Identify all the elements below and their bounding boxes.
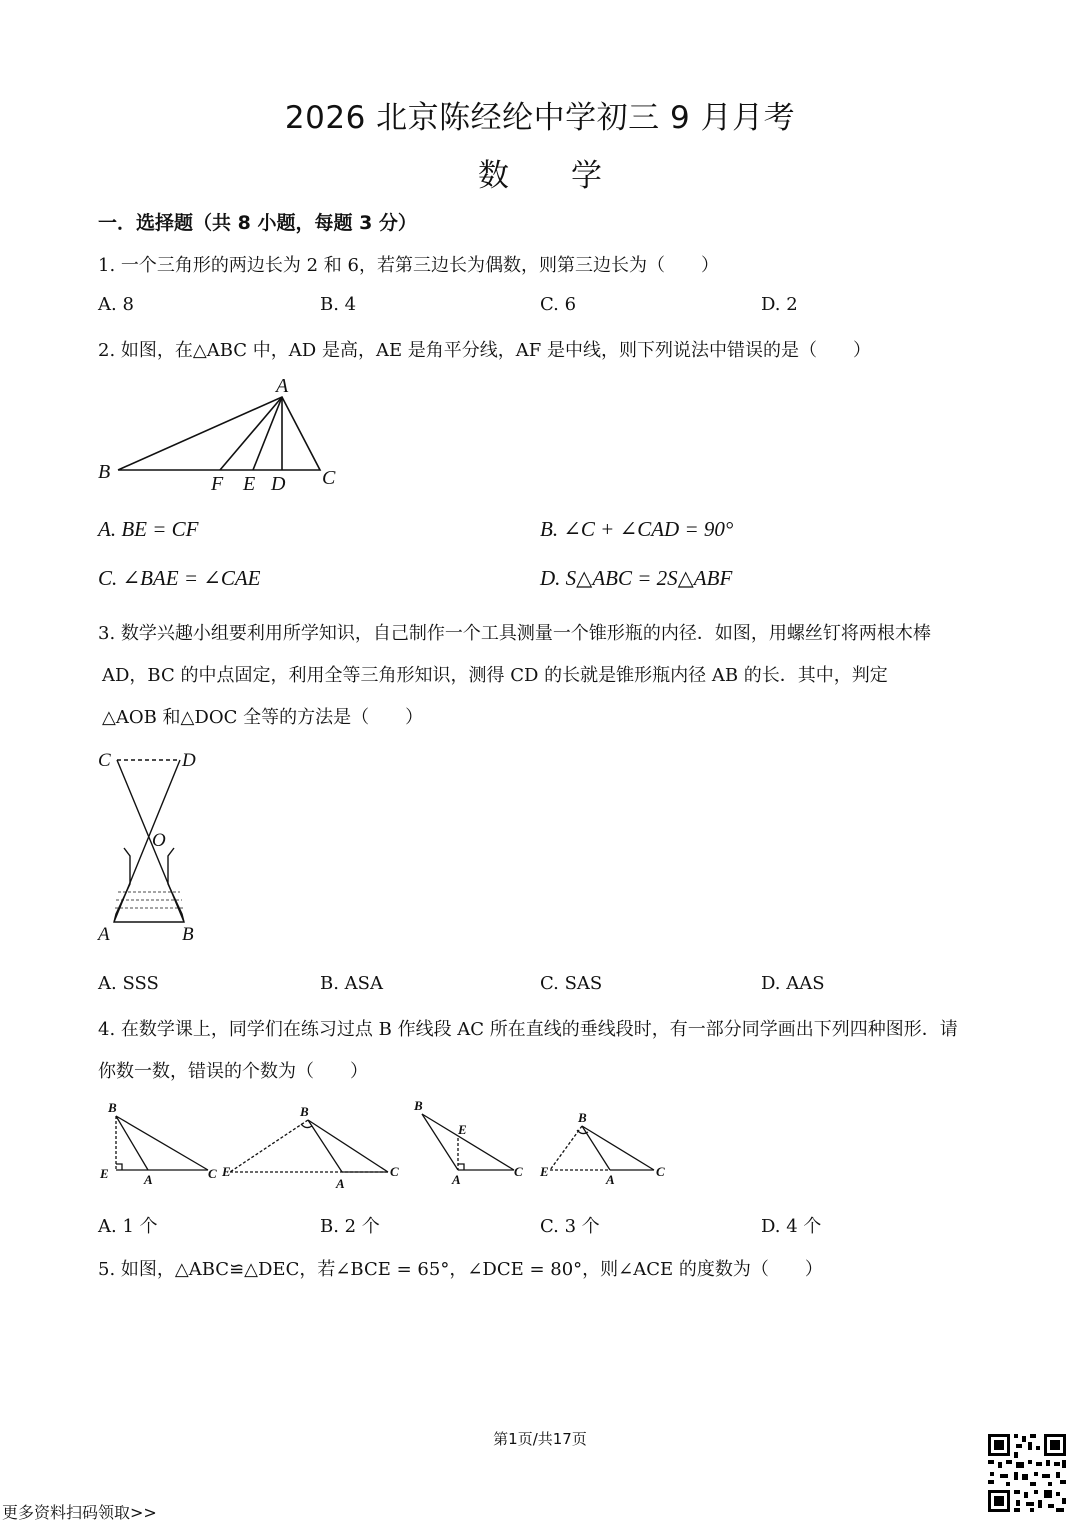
- q4-f2-label-e: E: [222, 1164, 231, 1179]
- page-number: 第1页/共17页: [493, 1430, 587, 1448]
- q4-f3-label-c: C: [514, 1164, 523, 1179]
- q4-f1-label-a: A: [144, 1172, 153, 1187]
- q4-f3-label-a: A: [452, 1172, 461, 1187]
- more-resources-link[interactable]: 更多资料扫码领取>>: [2, 1503, 157, 1522]
- q2-label-e: E: [243, 473, 256, 495]
- q2-option-d: D. S△ABC = 2S△ABF: [540, 566, 733, 590]
- q4-f1-label-c: C: [208, 1166, 217, 1181]
- q2-label-d: D: [271, 473, 286, 495]
- question-2: 2. 如图，在△ABC 中，AD 是高，AE 是角平分线，AF 是中线，则下列说法中错误的是（ ）: [98, 340, 872, 361]
- question-3-line-2: AD，BC 的中点固定，利用全等三角形知识，测得 CD 的长就是锥形瓶内径 AB 的长．其中，判定: [102, 665, 888, 686]
- q2-option-c: C. ∠BAE = ∠CAE: [98, 566, 261, 590]
- question-3-line-3: △AOB 和△DOC 全等的方法是（ ）: [102, 707, 424, 728]
- question-4-line-1: 4. 在数学课上，同学们在练习过点 B 作线段 AC 所在直线的垂线段时，有一部分同学画出下列四种图形．请: [98, 1019, 958, 1040]
- q3-label-b: B: [182, 924, 194, 945]
- q2-label-c: C: [322, 467, 336, 489]
- section-heading: 一．选择题（共 8 小题，每题 3 分）: [98, 212, 417, 234]
- q3-option-c: C. SAS: [540, 973, 603, 994]
- q3-option-d: D. AAS: [761, 973, 825, 994]
- q3-option-b: B. ASA: [320, 973, 383, 994]
- q4-f3-label-e: E: [458, 1122, 467, 1137]
- q4-option-b: B. 2 个: [320, 1216, 380, 1237]
- q4-four-figures: [96, 1096, 676, 1196]
- q3-label-a: A: [98, 924, 110, 945]
- qr-code-icon[interactable]: [986, 1432, 1068, 1514]
- q4-f3-label-b: B: [414, 1098, 423, 1113]
- q4-f2-label-a: A: [336, 1176, 345, 1191]
- page-title: 2026 北京陈经纶中学初三 9 月月考: [284, 100, 796, 136]
- q4-option-c: C. 3 个: [540, 1216, 600, 1237]
- question-3-line-1: 3. 数学兴趣小组要利用所学知识，自己制作一个工具测量一个锥形瓶的内径．如图，用螺丝钉将两根木棒: [98, 623, 931, 644]
- question-1: 1. 一个三角形的两边长为 2 和 6，若第三边长为偶数，则第三边长为（ ）: [98, 255, 719, 276]
- q4-f4-label-a: A: [606, 1172, 615, 1187]
- q2-label-f: F: [211, 473, 224, 495]
- question-4-line-2: 你数一数，错误的个数为（ ）: [98, 1061, 368, 1082]
- q4-f4-label-c: C: [656, 1164, 665, 1179]
- q4-f2-label-b: B: [300, 1104, 309, 1119]
- q4-option-d: D. 4 个: [761, 1216, 822, 1237]
- q1-option-b: B. 4: [320, 294, 357, 315]
- q2-option-a: A. BE = CF: [98, 517, 199, 541]
- q4-option-a: A. 1 个: [98, 1216, 158, 1237]
- q3-option-a: A. SSS: [98, 973, 159, 994]
- q2-label-b: B: [98, 461, 111, 483]
- q4-f1-label-b: B: [108, 1100, 117, 1115]
- q4-f1-label-e: E: [100, 1166, 109, 1181]
- q3-label-o: O: [152, 830, 166, 851]
- question-5: 5. 如图，△ABC≌△DEC，若∠BCE = 65°，∠DCE = 80°，则∠ACE 的度数为（ ）: [98, 1259, 823, 1280]
- q3-label-c: C: [98, 750, 111, 771]
- q1-option-d: D. 2: [761, 294, 798, 315]
- q2-label-a: A: [276, 375, 289, 397]
- q3-label-d: D: [182, 750, 196, 771]
- q1-option-a: A. 8: [98, 294, 134, 315]
- q4-f4-label-b: B: [578, 1110, 587, 1125]
- q4-f4-label-e: E: [540, 1164, 549, 1179]
- q1-option-c: C. 6: [540, 294, 577, 315]
- q4-f2-label-c: C: [390, 1164, 399, 1179]
- q2-option-b: B. ∠C + ∠CAD = 90°: [540, 517, 734, 541]
- subject-title: 数 学: [478, 158, 602, 194]
- q2-triangle-figure: [90, 372, 350, 497]
- q3-flask-figure: [92, 744, 222, 949]
